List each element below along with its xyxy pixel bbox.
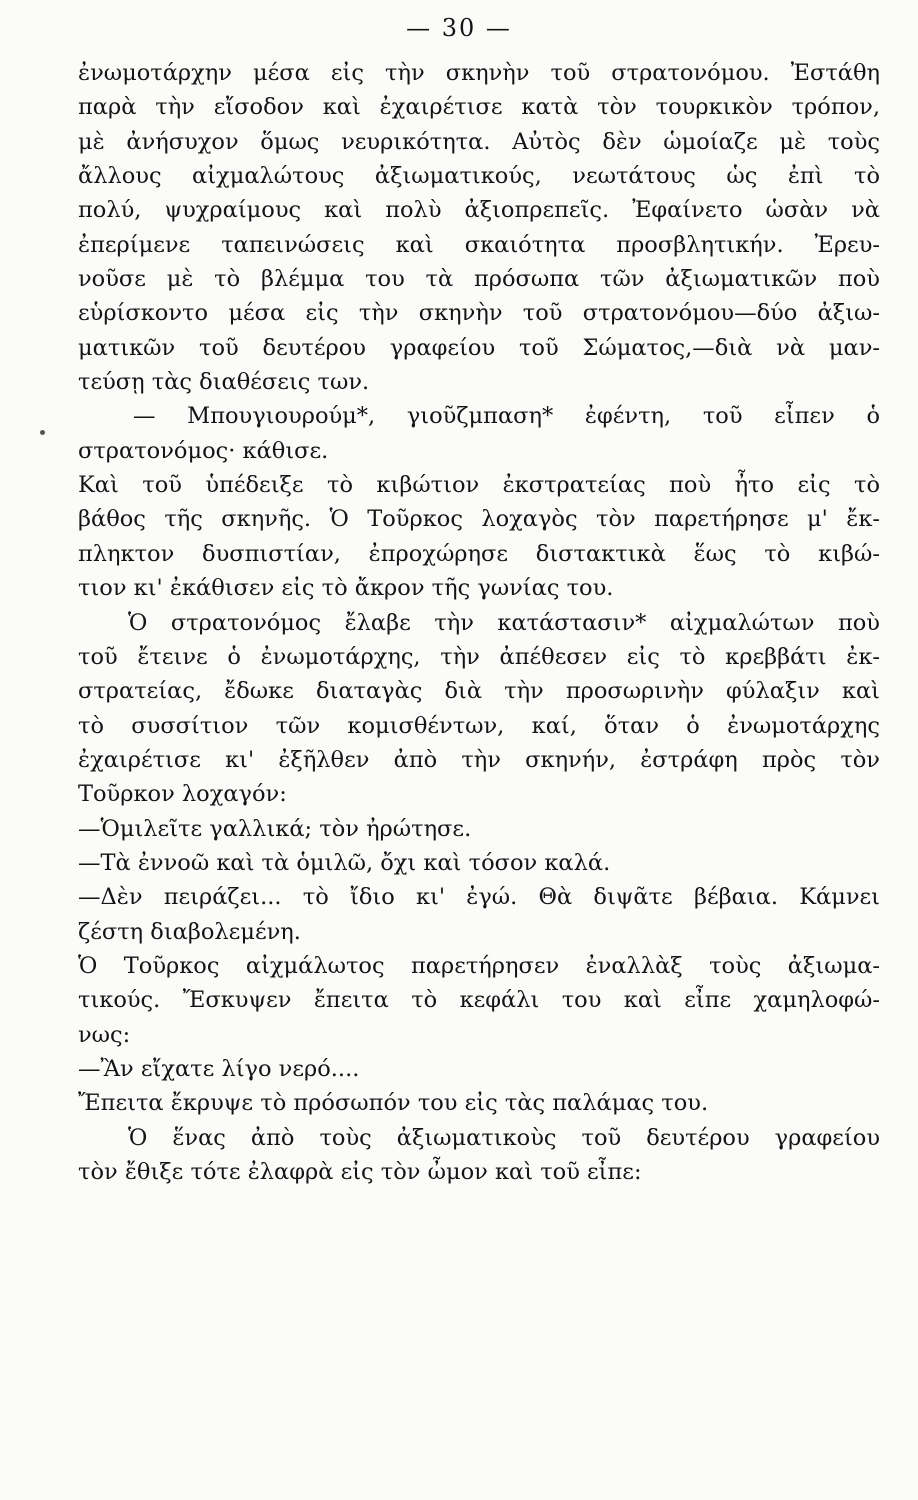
text-line: Καὶ τοῦ ὑπέδειξε τὸ κιβώτιον ἐκστρατείας ποὺ ἦτο εἰς τὸ [78,472,880,499]
text-line: —Δὲν πειράζει... τὸ ἴδιο κι' ἐγώ. Θὰ διψᾶτε βέβαια. Κάμνει [78,884,880,911]
text-line: ματικῶν τοῦ δευτέρου γραφείου τοῦ Σώματος,—διὰ νὰ μαν- [78,334,880,361]
text-line: τικούς. Ἔσκυψεν ἔπειτα τὸ κεφάλι του καὶ εἶπε χαμηλοφώ- [78,987,880,1014]
text-line: τοῦ ἔτεινε ὁ ἐνωμοτάρχης, τὴν ἀπέθεσεν εἰς τὸ κρεββάτι ἐκ- [78,643,880,670]
text-line: νοῦσε μὲ τὸ βλέμμα του τὰ πρόσωπα τῶν ἀξιωματικῶν ποὺ [78,266,880,293]
text-line: τιον κι' ἐκάθισεν εἰς τὸ ἄκρον τῆς γωνίας του. [78,575,614,602]
margin-mark [40,430,45,435]
text-line: —Τὰ ἐννοῶ καὶ τὰ ὁμιλῶ, ὄχι καὶ τόσον καλά. [78,849,611,876]
text-line: Ὁ ἕνας ἀπὸ τοὺς ἀξιωματικοὺς τοῦ δευτέρου γραφείου [128,1124,880,1151]
text-line: Τοῦρκον λοχαγόν: [78,781,287,808]
text-line: παρὰ τὴν εἴσοδον καὶ ἐχαιρέτισε κατὰ τὸν τουρκικὸν τρόπον, [78,94,880,121]
text-line: ἄλλους αἰχμαλώτους ἀξιωματικούς, νεωτάτους ὡς ἐπὶ τὸ [78,163,880,190]
text-line: πληκτον δυσπιστίαν, ἐπροχώρησε διστακτικὰ ἕως τὸ κιβώ- [78,540,880,567]
text-line: ἐνωμοτάρχην μέσα εἰς τὴν σκηνὴν τοῦ στρατονόμου. Ἐστάθη [78,60,880,86]
page-number: — 30 — [406,14,512,42]
text-line: στρατείας, ἔδωκε διαταγὰς διὰ τὴν προσωρινὴν φύλαξιν καὶ [78,678,880,705]
text-line: βάθος τῆς σκηνῆς. Ὁ Τοῦρκος λοχαγὸς τὸν παρετήρησε μ' ἔκ- [78,506,880,533]
text-line: Ἔπειτα ἔκρυψε τὸ πρόσωπόν του εἰς τὰς παλάμας του. [78,1090,709,1117]
text-line: —Ἂν εἴχατε λίγο νερό.... [78,1055,360,1082]
text-line: στρατονόμος· κάθισε. [78,437,329,464]
text-line: — Μπουγιουρούμ*, γιοῦζμπαση* ἐφέντη, τοῦ εἶπεν ὁ [133,403,880,430]
text-line: ἐχαιρέτισε κι' ἐξῆλθεν ἀπὸ τὴν σκηνήν, ἐστράφη πρὸς τὸν [78,746,880,773]
text-line: Ὁ στρατονόμος ἔλαβε τὴν κατάστασιν* αἰχμαλώτων ποὺ [128,609,880,636]
text-line: νως: [78,1021,131,1048]
text-line: —Ὁμιλεῖτε γαλλικά; τὸν ἠρώτησε. [78,815,472,842]
text-line: εὑρίσκοντο μέσα εἰς τὴν σκηνὴν τοῦ στρατονόμου—δύο ἀξιω- [78,300,880,327]
text-line: μὲ ἀνήσυχον ὅμως νευρικότητα. Αὐτὸς δὲν ὡμοίαζε μὲ τοὺς [78,128,880,155]
text-line: τὸ συσσίτιον τῶν κομισθέντων, καί, ὅταν ὁ ἐνωμοτάρχης [78,712,880,739]
text-line: πολύ, ψυχραίμους καὶ πολὺ ἀξιοπρεπεῖς. Ἐφαίνετο ὡσὰν νὰ [78,197,880,224]
text-line: ἐπερίμενε ταπεινώσεις καὶ σκαιότητα προσβλητικήν. Ἐρευ- [78,231,880,258]
text-line: ζέστη διαβολεμένη. [78,918,301,945]
body-text [78,56,880,1189]
text-line: Ὁ Τοῦρκος αἰχμάλωτος παρετήρησεν ἐναλλὰξ τοὺς ἀξιωμα- [78,952,880,979]
text-line: τὸν ἔθιξε τότε ἐλαφρὰ εἰς τὸν ὦμον καὶ τοῦ εἶπε: [78,1159,642,1185]
text-line: τεύσῃ τὰς διαθέσεις των. [78,369,370,396]
